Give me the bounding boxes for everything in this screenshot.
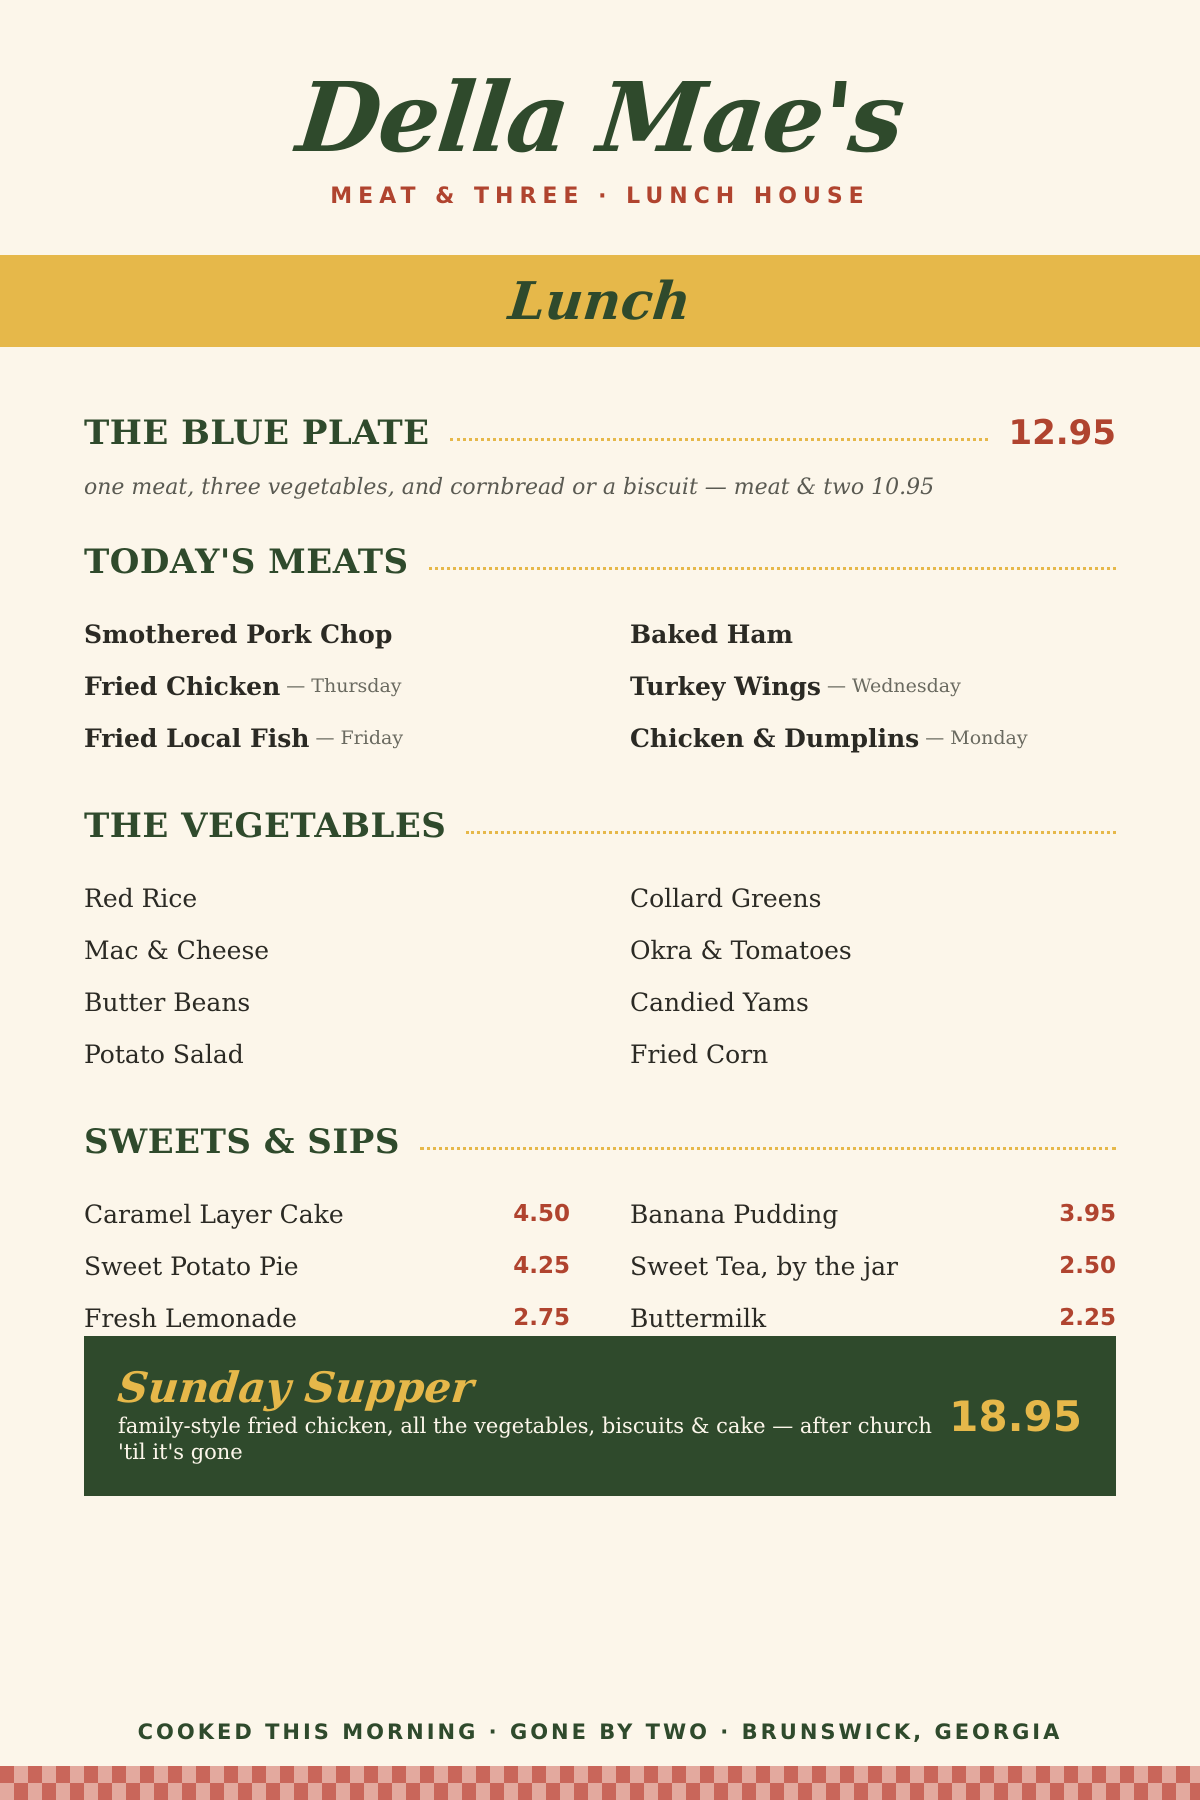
meat-name: Fried Local Fish [84, 723, 310, 753]
meats-heading [84, 534, 1116, 590]
vegetables-list [84, 872, 1116, 1080]
vegetables-title: THE VEGETABLES [84, 806, 447, 846]
vegetable-item: Okra & Tomatoes [630, 935, 852, 965]
vegetable-item: Potato Salad [84, 1039, 244, 1069]
sunday-supper-price: 18.95 [949, 1391, 1082, 1441]
footer-text: COOKED THIS MORNING · GONE BY TWO · BRUNSWICK, GEORGIA [137, 1720, 1063, 1744]
sweets-list [84, 1188, 1116, 1344]
meat-item [630, 608, 1116, 660]
sunday-supper-text [115, 1362, 949, 1466]
meat-name: Fried Chicken [84, 671, 281, 701]
sunday-supper-box [84, 1336, 1116, 1496]
sweet-name: Sweet Potato Pie [84, 1251, 299, 1281]
sweet-name: Buttermilk [630, 1303, 767, 1333]
sweet-item [630, 1240, 1116, 1292]
sweet-price: 2.50 [1059, 1253, 1116, 1279]
meat-day: — Monday [925, 727, 1028, 749]
meats-list [84, 608, 1116, 764]
sweet-name: Banana Pudding [630, 1199, 839, 1229]
tagline: MEAT & THREE · LUNCH HOUSE [330, 184, 870, 209]
blue-plate-heading [84, 405, 1116, 461]
sunday-supper-description: family-style fried chicken, all the vegetables, biscuits & cake — after church 'til it's gone [118, 1413, 932, 1464]
sweet-item [84, 1188, 570, 1240]
meat-name: Smothered Pork Chop [84, 619, 393, 649]
meat-day: — Friday [315, 727, 404, 749]
meat-item [84, 608, 630, 660]
sweet-item [630, 1188, 1116, 1240]
sweet-name: Caramel Layer Cake [84, 1199, 344, 1229]
meat-item [84, 712, 630, 764]
sweet-price: 4.50 [513, 1201, 570, 1227]
vegetables-heading [84, 798, 1116, 854]
restaurant-name: Della Mae's [292, 61, 908, 174]
meat-item [630, 712, 1116, 764]
sweets-heading [84, 1114, 1116, 1170]
meat-name: Turkey Wings [630, 671, 821, 701]
band-title: Lunch [505, 270, 695, 332]
sweet-price: 2.25 [1059, 1305, 1116, 1331]
meats-title: TODAY'S MEATS [84, 542, 409, 582]
blue-plate-description: one meat, three vegetables, and cornbread or a biscuit — meat & two 10.95 [84, 475, 935, 500]
menu-content [84, 405, 1116, 1344]
sweet-item [84, 1240, 570, 1292]
meat-item [630, 660, 1116, 712]
sweet-price: 2.75 [513, 1305, 570, 1331]
dotted-leader [466, 831, 1116, 834]
meat-day: — Thursday [286, 675, 402, 697]
meat-item [84, 660, 630, 712]
lunch-band [0, 255, 1200, 347]
meat-name: Baked Ham [630, 619, 794, 649]
vegetable-item: Mac & Cheese [84, 935, 270, 965]
sweets-title: SWEETS & SIPS [84, 1122, 400, 1162]
meat-name: Chicken & Dumplins [630, 723, 920, 753]
dotted-leader [450, 438, 989, 441]
dotted-leader [429, 567, 1116, 570]
sunday-supper-title: Sunday Supper [115, 1362, 477, 1412]
checkered-border-row [0, 1783, 1200, 1800]
vegetable-item: Red Rice [84, 883, 198, 913]
blue-plate-title: THE BLUE PLATE [84, 413, 430, 453]
vegetable-item: Butter Beans [84, 987, 251, 1017]
sweet-price: 4.25 [513, 1253, 570, 1279]
blue-plate-price: 12.95 [1008, 413, 1116, 453]
vegetable-item: Candied Yams [630, 987, 809, 1017]
menu-header [0, 0, 1200, 255]
meat-day: — Wednesday [826, 675, 961, 697]
vegetable-item: Collard Greens [630, 883, 822, 913]
sweet-name: Fresh Lemonade [84, 1303, 297, 1333]
sweet-price: 3.95 [1059, 1201, 1116, 1227]
sweet-name: Sweet Tea, by the jar [630, 1251, 899, 1281]
vegetable-item: Fried Corn [630, 1039, 769, 1069]
dotted-leader [420, 1147, 1116, 1150]
